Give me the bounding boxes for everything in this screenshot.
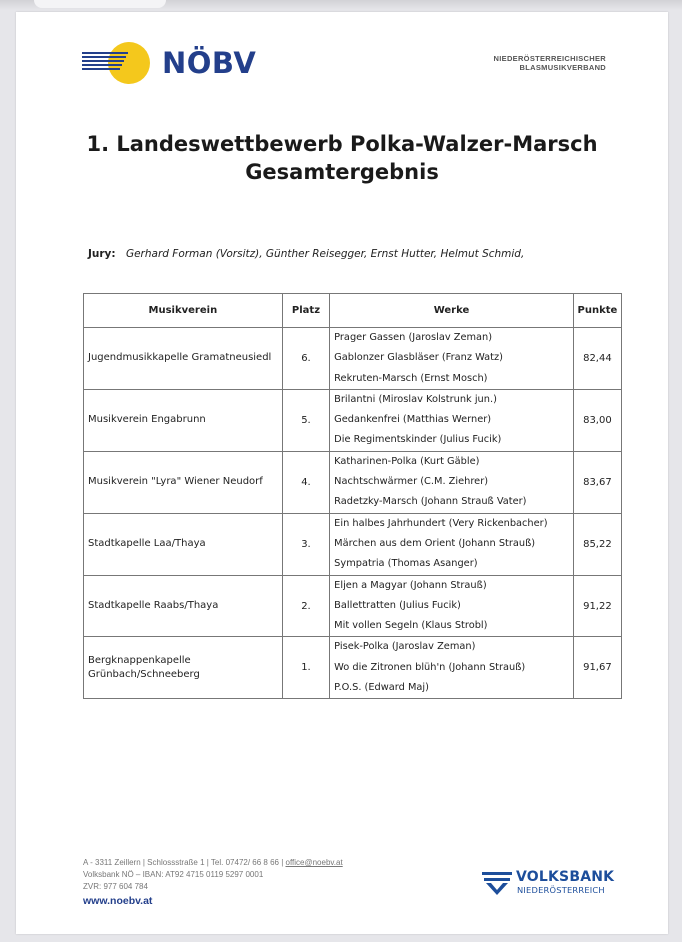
footer: [83, 857, 343, 907]
footer-address: A - 3311 Zeillern | Schlossstraße 1 | Tel. 07472/ 66 8 66 |: [83, 858, 286, 867]
footer-zvr: ZVR: 977 604 784: [83, 882, 148, 891]
werk-item: Ballettratten (Julius Fucik): [334, 599, 461, 611]
werk-item: Prager Gassen (Jaroslav Zeman): [334, 332, 493, 343]
volksbank-mark-icon: [482, 871, 512, 895]
werk-item: P.O.S. (Edward Maj): [334, 682, 429, 694]
cell-werke: [330, 328, 574, 390]
werk-item: Sympatria (Thomas Asanger): [334, 558, 478, 570]
table-row: [84, 637, 622, 699]
org-name-line1: NIEDERÖSTERREICHISCHER: [493, 54, 606, 63]
table-row: [84, 389, 622, 451]
cell-punkte: 83,67: [573, 451, 621, 513]
werk-item: Gedankenfrei (Matthias Werner): [334, 414, 492, 426]
werk-item: Rekruten-Marsch (Ernst Mosch): [334, 372, 488, 384]
werk-item: Eljen a Magyar (Johann Strauß): [334, 579, 487, 591]
header-punkte: Punkte: [573, 294, 621, 328]
cell-platz: 2.: [282, 575, 329, 637]
werk-item: Brilantni (Miroslav Kolstrunk jun.): [334, 393, 497, 405]
werk-item: Pisek-Polka (Jaroslav Zeman): [334, 641, 476, 653]
footer-bank: Volksbank NÖ – IBAN: AT92 4715 0119 5297 0001: [83, 870, 264, 879]
werk-item: Märchen aus dem Orient (Johann Strauß): [334, 537, 536, 549]
cell-punkte: 82,44: [573, 328, 621, 390]
cell-platz: 6.: [282, 328, 329, 390]
werk-item: Die Regimentskinder (Julius Fucik): [334, 434, 502, 446]
cell-platz: 4.: [282, 451, 329, 513]
cell-punkte: 91,67: [573, 637, 621, 699]
werk-item: Wo die Zitronen blüh'n (Johann Strauß): [334, 661, 526, 673]
noebv-logo: [82, 42, 262, 84]
jury-label: Jury:: [88, 248, 116, 260]
table-row: [84, 451, 622, 513]
title-line2: Gesamtergebnis: [245, 160, 439, 184]
werk-item: Gablonzer Glasbläser (Franz Watz): [334, 352, 503, 364]
cell-verein: Bergknappenkapelle Grünbach/Schneeberg: [84, 637, 283, 699]
cell-verein: Jugendmusikkapelle Gramatneusiedl: [84, 328, 283, 390]
jury-names: Gerhard Forman (Vorsitz), Günther Reisegger, Ernst Hutter, Helmut Schmid,: [125, 248, 525, 260]
header-platz: Platz: [282, 294, 329, 328]
footer-address-line: [83, 857, 343, 869]
org-name: [494, 54, 606, 72]
werk-item: Mit vollen Segeln (Klaus Strobl): [334, 620, 488, 632]
cell-werke: [330, 575, 574, 637]
cell-werke: [330, 389, 574, 451]
volksbank-name: VOLKSBANK: [516, 869, 615, 885]
cell-werke: [330, 513, 574, 575]
table-row: [84, 575, 622, 637]
cell-platz: 3.: [282, 513, 329, 575]
volksbank-logo: [482, 869, 632, 899]
cell-werke: [330, 637, 574, 699]
werk-item: Ein halbes Jahrhundert (Very Rickenbacher): [334, 517, 548, 529]
jury-line: [88, 248, 524, 260]
volksbank-region: NIEDERÖSTERREICH: [517, 885, 605, 895]
viewer-tab[interactable]: [34, 0, 166, 8]
cell-platz: 5.: [282, 389, 329, 451]
werk-item: Radetzky-Marsch (Johann Strauß Vater): [334, 496, 527, 508]
cell-verein: Musikverein Engabrunn: [84, 389, 283, 451]
document-page: [16, 12, 668, 934]
cell-verein: Musikverein "Lyra" Wiener Neudorf: [84, 451, 283, 513]
cell-platz: 1.: [282, 637, 329, 699]
document-title: [16, 130, 668, 186]
cell-punkte: 85,22: [573, 513, 621, 575]
cell-verein: Stadtkapelle Raabs/Thaya: [84, 575, 283, 637]
cell-verein: Stadtkapelle Laa/Thaya: [84, 513, 283, 575]
results-table: [83, 293, 622, 699]
werk-item: Nachtschwärmer (C.M. Ziehrer): [334, 476, 489, 488]
table-row: [84, 328, 622, 390]
header-werke: Werke: [330, 294, 574, 328]
cell-punkte: 83,00: [573, 389, 621, 451]
werk-item: Katharinen-Polka (Kurt Gäble): [334, 455, 480, 467]
table-row: [84, 513, 622, 575]
cell-punkte: 91,22: [573, 575, 621, 637]
logo-wordmark: NÖBV: [162, 46, 257, 80]
cell-werke: [330, 451, 574, 513]
footer-website-link[interactable]: www.noebv.at: [83, 895, 153, 907]
org-name-line2: BLASMUSIKVERBAND: [519, 63, 606, 72]
footer-email-link[interactable]: office@noebv.at: [285, 858, 343, 867]
header-verein: Musikverein: [84, 294, 283, 328]
title-line1: 1. Landeswettbewerb Polka-Walzer-Marsch: [86, 132, 598, 156]
table-header-row: [84, 294, 622, 328]
